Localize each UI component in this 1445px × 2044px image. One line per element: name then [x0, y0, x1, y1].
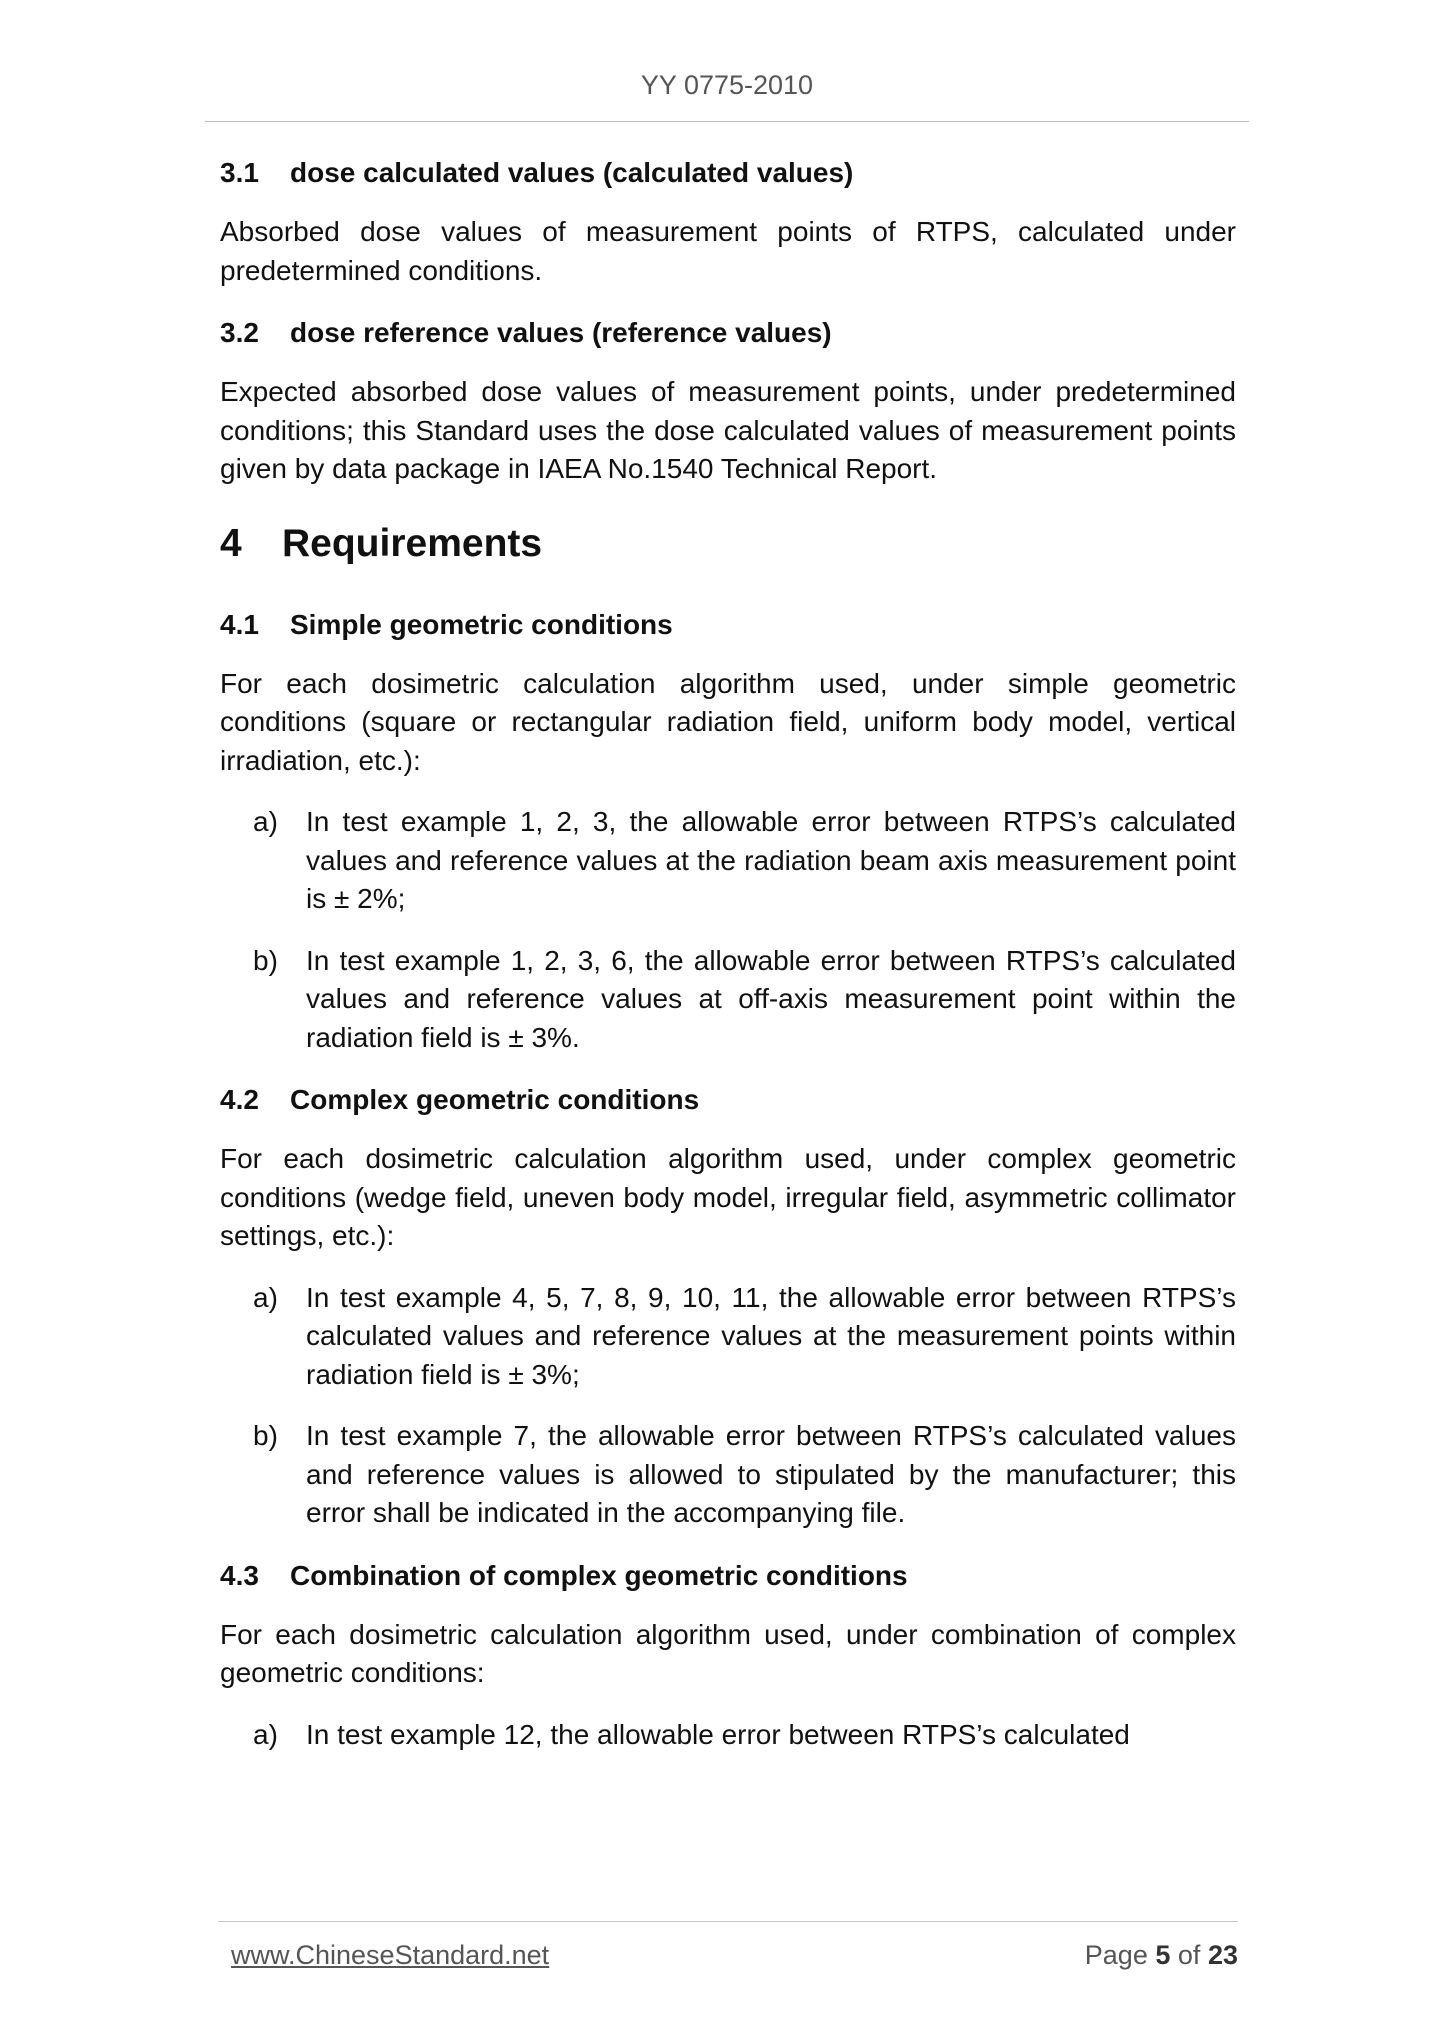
section-title: Simple geometric conditions: [290, 608, 673, 640]
page-label: Page: [1084, 1940, 1148, 1970]
list-marker: b): [253, 944, 278, 976]
list-item: [220, 942, 1236, 1058]
list-item: [220, 1716, 1236, 1755]
section-title: dose calculated values (calculated values): [290, 157, 854, 188]
list-item-text: In test example 12, the allowable error between RTPS’s calculated: [306, 1718, 1130, 1750]
footer-divider: [218, 1921, 1238, 1922]
section-title: dose reference values (reference values): [290, 317, 832, 348]
section-title: Complex geometric conditions: [290, 1084, 700, 1115]
list-item: [220, 1417, 1236, 1533]
document-body: [220, 153, 1236, 1777]
list-marker: a): [253, 1718, 278, 1750]
section-number: 4.1: [220, 608, 259, 640]
section-heading-4-2: [220, 1080, 1236, 1120]
list-item-text: In test example 4, 5, 7, 8, 9, 10, 11, the allowable error between RTPS’s calculated values and reference values at the measurement points within radiation field is ± 3%;: [306, 1281, 1236, 1390]
section-number: 4.3: [220, 1559, 259, 1591]
list-marker: a): [253, 806, 278, 837]
page-of-label: of: [1177, 1940, 1201, 1970]
section-number: 3.2: [220, 317, 259, 348]
paragraph: For each dosimetric calculation algorithm used, under simple geometric conditions (square or rectangular radiation field, uniform body model, vertical irradiation, etc.):: [220, 667, 1236, 776]
list-item: [220, 803, 1236, 919]
chapter-number: 4: [220, 521, 242, 565]
section-heading-3-1: [220, 153, 1236, 193]
header-divider: [205, 121, 1249, 122]
page-header: YY 0775-2010: [640, 70, 814, 100]
paragraph: Absorbed dose values of measurement points of RTPS, calculated under predetermined conditions.: [220, 216, 1236, 286]
list-item: [220, 1279, 1236, 1395]
paragraph: For each dosimetric calculation algorithm used, under combination of complex geometric conditions:: [220, 1618, 1236, 1688]
current-page: 5: [1155, 1940, 1171, 1970]
section-heading-3-2: [220, 313, 1236, 353]
section-heading-4-1: [220, 605, 1236, 645]
website-link[interactable]: www.ChineseStandard.net: [231, 1940, 550, 1970]
page-number: [1085, 1940, 1238, 1971]
list-marker: b): [253, 1420, 278, 1451]
total-pages: 23: [1207, 1940, 1238, 1970]
chapter-heading-4: [220, 519, 1236, 569]
list-marker: a): [253, 1281, 278, 1313]
section-title: Combination of complex geometric conditions: [290, 1559, 908, 1591]
list-item-text: In test example 1, 2, 3, 6, the allowable error between RTPS’s calculated values and reference values at off-axis measurement point within the radiation field is ± 3%.: [306, 944, 1236, 1053]
section-heading-4-3: [220, 1556, 1236, 1596]
section-number: 3.1: [220, 157, 259, 188]
paragraph: For each dosimetric calculation algorithm used, under complex geometric conditions (wedge field, uneven body model, irregular field, asymmetric collimator settings, etc.):: [220, 1143, 1236, 1251]
section-number: 4.2: [220, 1084, 259, 1115]
paragraph: Expected absorbed dose values of measurement points, under predetermined conditions; this Standard uses the dose calculated values of measurement points given by data package in IAEA No.1540 Technical Report.: [220, 376, 1236, 484]
list-item-text: In test example 1, 2, 3, the allowable error between RTPS’s calculated values and reference values at the radiation beam axis measurement point is ± 2%;: [306, 806, 1236, 914]
list-item-text: In test example 7, the allowable error between RTPS’s calculated values and reference values is allowed to stipulated by the manufacturer; this error shall be indicated in the accompanying file.: [306, 1420, 1236, 1528]
chapter-title: Requirements: [282, 521, 543, 565]
